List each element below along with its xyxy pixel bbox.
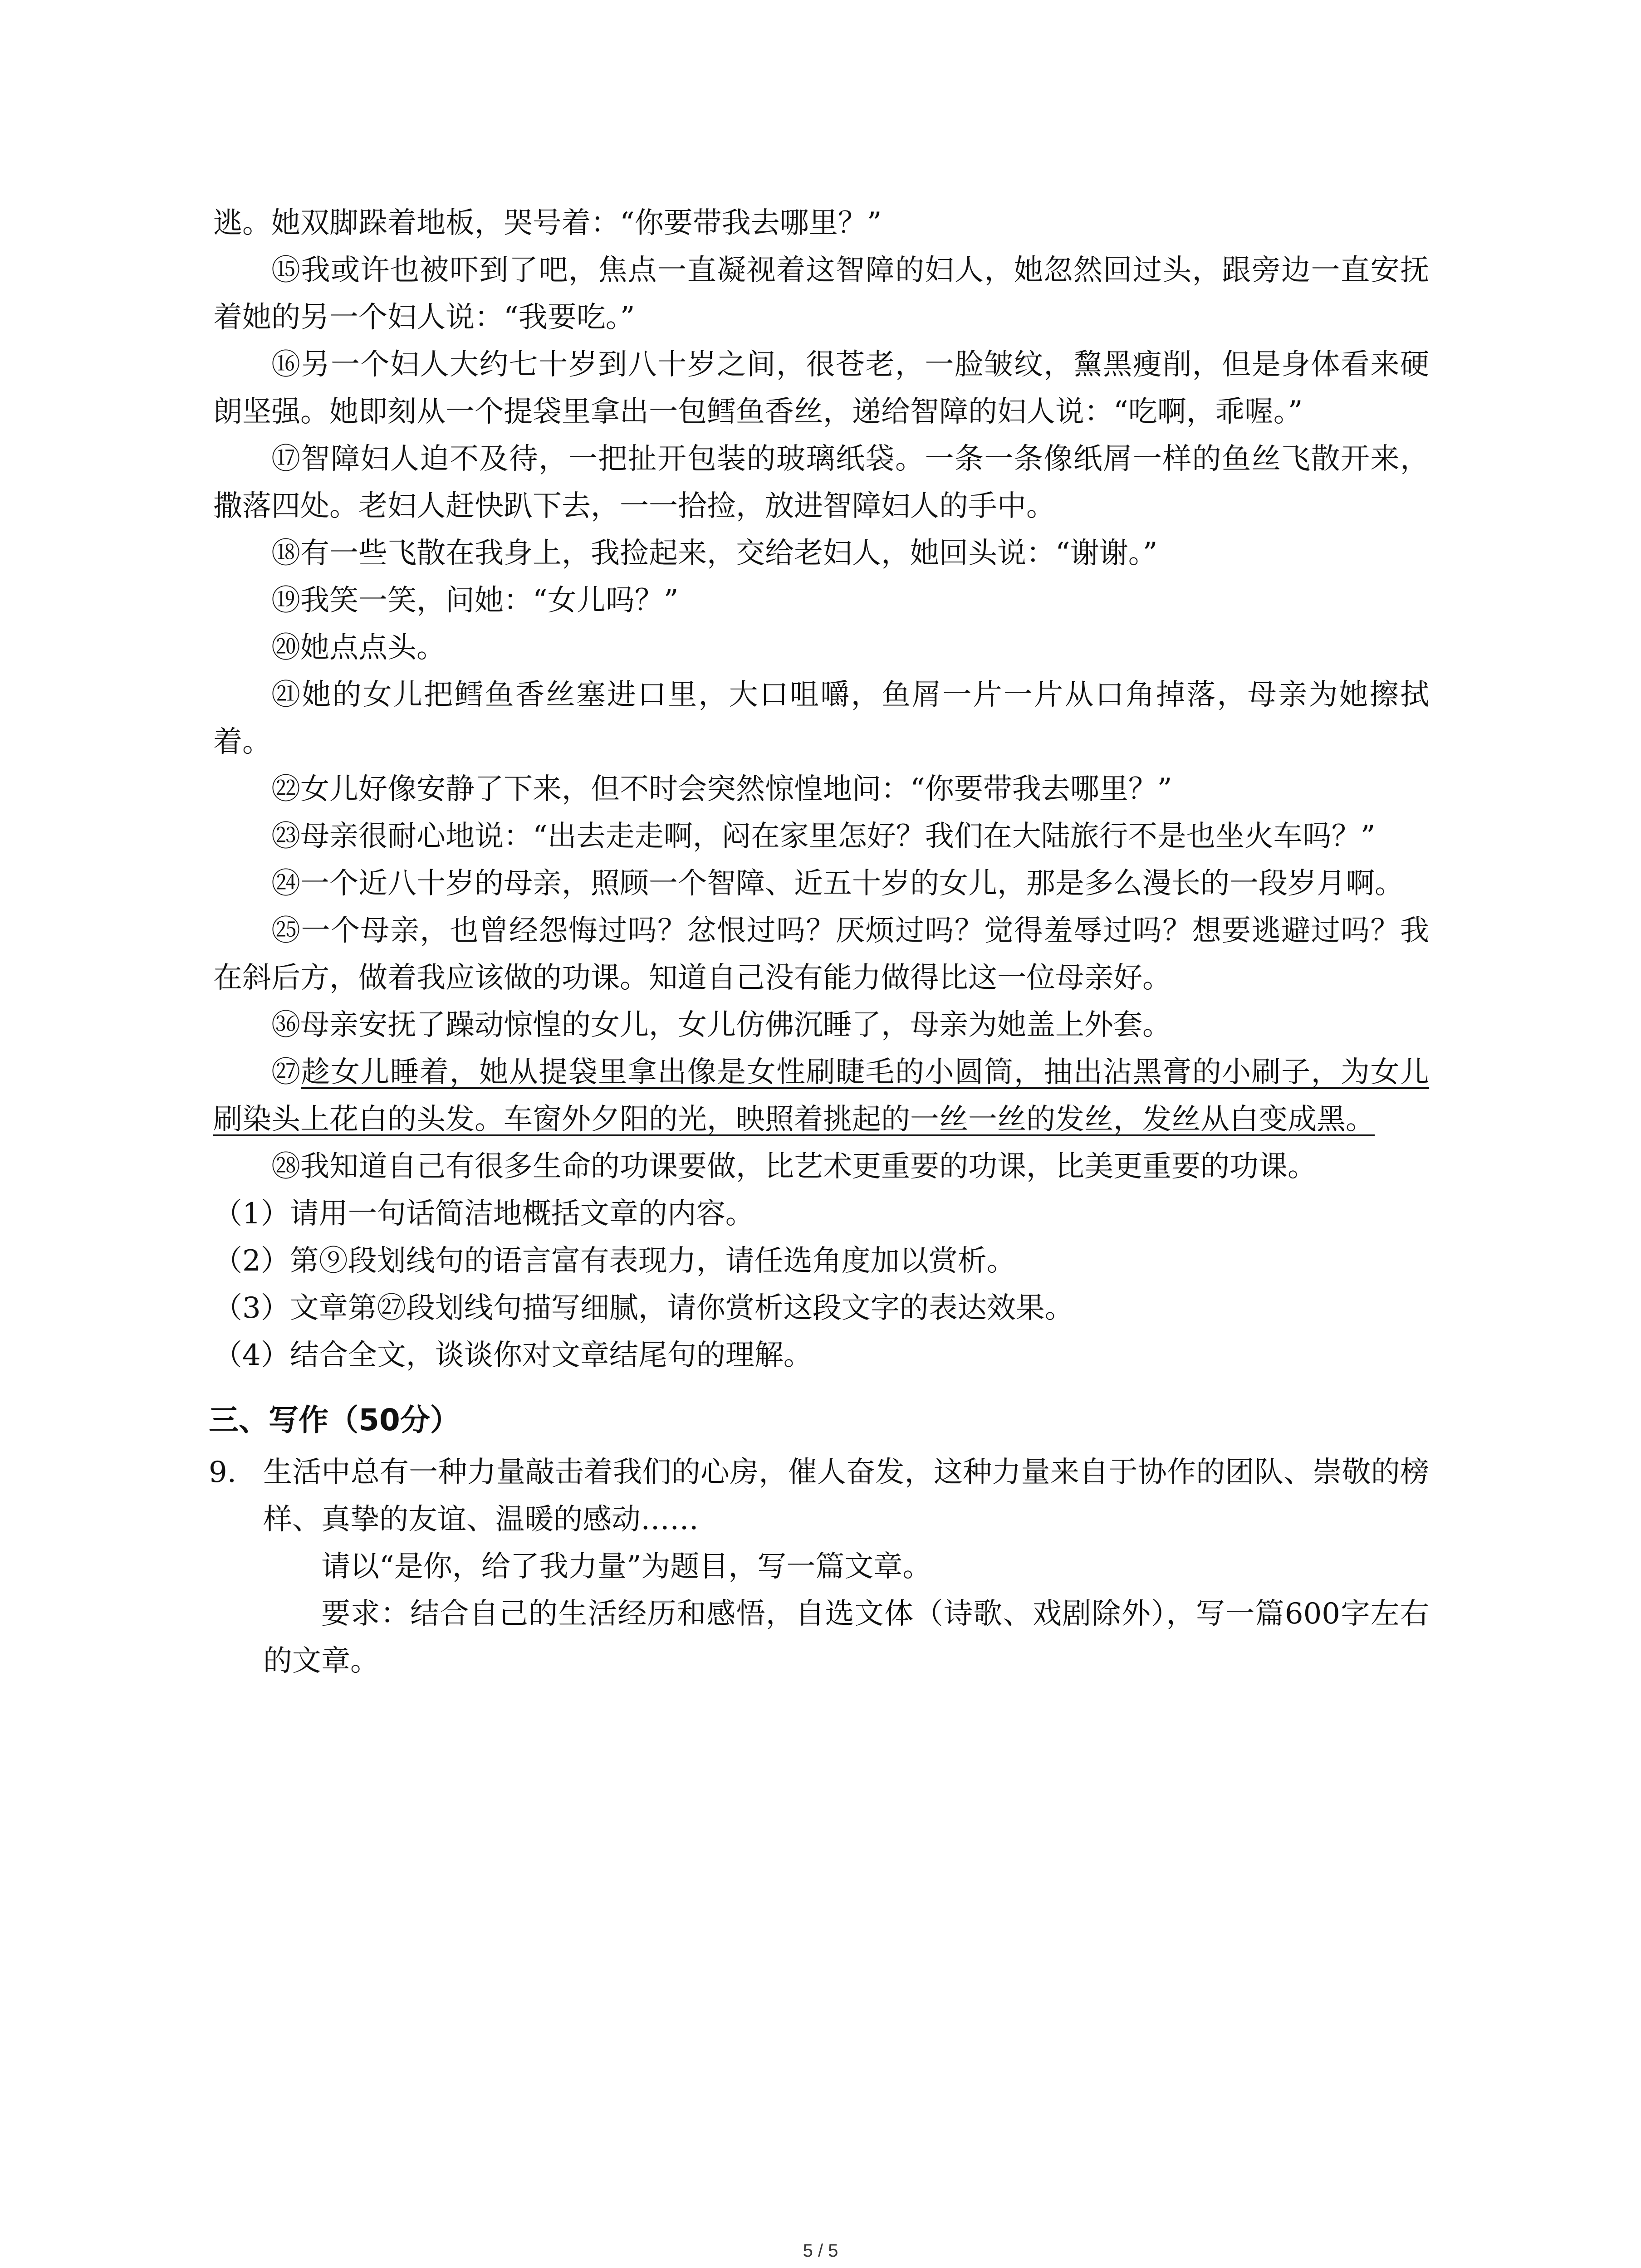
paragraph-21: ㉑她的女儿把鳕鱼香丝塞进口里，大口咀嚼，鱼屑一片一片从口角掉落，母亲为她擦拭着。 [213, 678, 1429, 759]
question-4: （4）结合全文，谈谈你对文章结尾句的理解。 [213, 1339, 813, 1372]
task-number: 9. [209, 1456, 237, 1489]
paragraph-27 [213, 1049, 1429, 1143]
paragraph-20: ⑳她点点头。 [271, 631, 446, 665]
task-requirement: 要求：结合自己的生活经历和感悟，自选文体（诗歌、戏剧除外），写一篇600字左右的文章。 [263, 1597, 1429, 1678]
paragraph-27-number: ㉗ [271, 1056, 301, 1089]
paragraph-24: ㉔一个近八十岁的母亲，照顾一个智障、近五十岁的女儿，那是多么漫长的一段岁月啊。 [271, 867, 1404, 900]
section-title-writing: 三、写作（50分） [209, 1403, 460, 1437]
paragraph-18: ⑱有一些飞散在我身上，我捡起来，交给老妇人，她回头说：“谢谢。” [271, 537, 1158, 570]
task-instruction: 请以“是你，给了我力量”为题目，写一篇文章。 [321, 1550, 932, 1584]
question-2: （2）第⑨段划线句的语言富有表现力，请任选角度加以赏析。 [213, 1244, 1016, 1278]
task-prompt: 生活中总有一种力量敲击着我们的心房，催人奋发，这种力量来自于协作的团队、崇敬的榜样、真挚的友谊、温暖的感动…… [263, 1456, 1429, 1536]
paragraph-26: ㊱母亲安抚了躁动惊惶的女儿，女儿仿佛沉睡了，母亲为她盖上外套。 [271, 1008, 1171, 1042]
paragraph-19: ⑲我笑一笑，问她：“女儿吗？” [271, 584, 679, 617]
paragraph-14-end: 逃。她双脚跺着地板，哭号着：“你要带我去哪里？” [213, 206, 882, 240]
question-3: （3）文章第㉗段划线句描写细腻，请你赏析这段文字的表达效果。 [213, 1291, 1074, 1325]
paragraph-22: ㉒女儿好像安静了下来，但不时会突然惊惶地问：“你要带我去哪里？” [271, 772, 1172, 806]
reading-passage [209, 200, 1430, 1685]
paragraph-16: ⑯另一个妇人大约七十岁到八十岁之间，很苍老，一脸皱纹，黧黑瘦削，但是身体看来硬朗坚强。她即刻从一个提袋里拿出一包鳕鱼香丝，递给智障的妇人说：“吃啊，乖喔。” [213, 348, 1429, 429]
question-1: （1）请用一句话简洁地概括文章的内容。 [213, 1197, 754, 1231]
paragraph-25: ㉕一个母亲，也曾经怨悔过吗？忿恨过吗？厌烦过吗？觉得羞辱过吗？想要逃避过吗？我在斜后方，做着我应该做的功课。知道自己没有能力做得比这一位母亲好。 [213, 914, 1429, 995]
paragraph-28: ㉘我知道自己有很多生命的功课要做，比艺术更重要的功课，比美更重要的功课。 [271, 1150, 1317, 1183]
page-number: 5 / 5 [803, 2241, 838, 2261]
paragraph-23: ㉓母亲很耐心地说：“出去走走啊，闷在家里怎好？我们在大陆旅行不是也坐火车吗？” [271, 820, 1376, 853]
writing-task [209, 1449, 1429, 1685]
paragraph-17: ⑰智障妇人迫不及待，一把扯开包装的玻璃纸袋。一条一条像纸屑一样的鱼丝飞散开来，撒落四处。老妇人赶快趴下去，一一拾捡，放进智障妇人的手中。 [213, 442, 1429, 523]
paragraph-15: ⑮我或许也被吓到了吧，焦点一直凝视着这智障的妇人，她忽然回过头，跟旁边一直安抚着她的另一个妇人说：“我要吃。” [213, 254, 1429, 334]
underlined-sentence: 趁女儿睡着，她从提袋里拿出像是女性刷睫毛的小圆筒，抽出沾黑膏的小刷子，为女儿刷染头上花白的头发。车窗外夕阳的光，映照着挑起的一丝一丝的发丝，发丝从白变成黑。 [213, 1056, 1430, 1136]
